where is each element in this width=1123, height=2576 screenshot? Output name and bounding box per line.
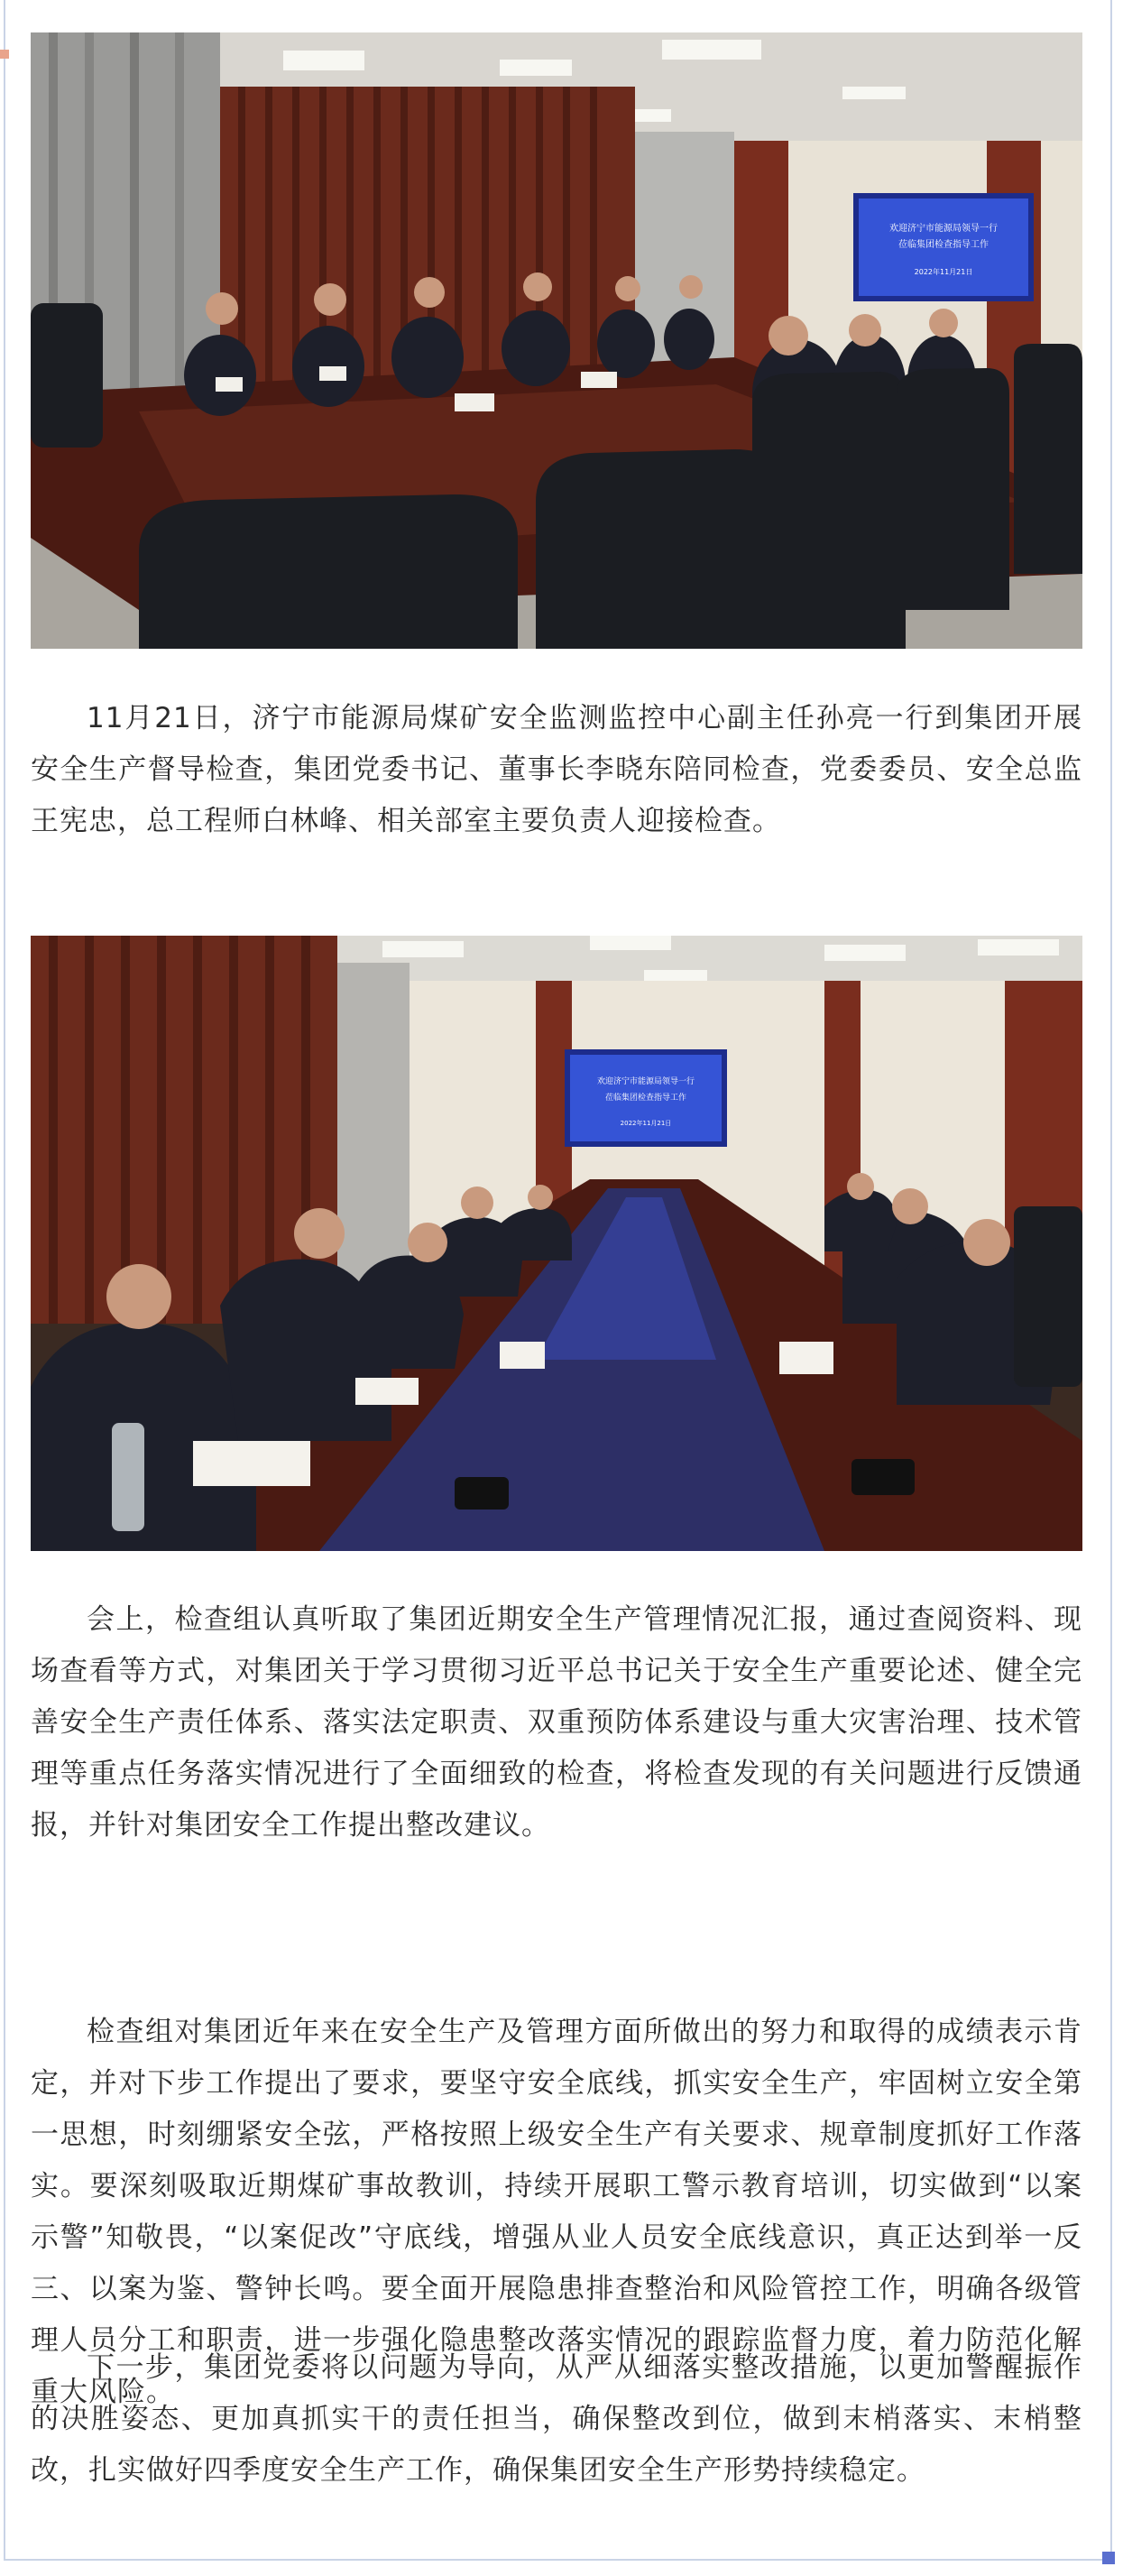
screen2-text-line3: 2022年11月21日	[620, 1120, 672, 1127]
screen-text-line1: 欢迎济宁市能源局领导一行	[889, 224, 998, 234]
paragraph-next-steps: 下一步，集团党委将以问题为导向，从严从细落实整改措施，以更加警醒振作的决胜姿态、更加真抓实干的责任担当，确保整改到位，做到末梢落实、末梢整改，扎实做好四季度安全生产工作，确保集团安全生产形势持续稳定。	[31, 2351, 1082, 2487]
decorative-marker-right	[1102, 2552, 1115, 2564]
paragraph-requirements: 检查组对集团近年来在安全生产及管理方面所做出的努力和取得的成绩表示肯定，并对下步工作提出了要求，要坚守安全底线，抓实安全生产，牢固树立安全第一思想，时刻绷紧安全弦，严格按照上级安全生产有关要求、规章制度抓好工作落实。要深刻吸取近期煤矿事故教训，持续开展职工警示教育培训，切实做到“以案示警”知敬畏，“以案促改”守底线，增强从业人员安全底线意识，真正达到举一反三、以案为鉴、警钟长鸣。要全面开展隐患排查整治和风险管控工作，明确各级管理人员分工和职责，进一步强化隐患整改落实情况的跟踪监督力度，着力防范化解重大风险。	[31, 2016, 1082, 2408]
meeting-photo-2	[31, 936, 1082, 1551]
screen-text-line2: 莅临集团检查指导工作	[898, 240, 989, 250]
screen2-text-line2: 莅临集团检查指导工作	[604, 1094, 687, 1103]
decorative-marker-left	[0, 50, 9, 59]
meeting-photo-1	[31, 32, 1082, 649]
paragraph-meeting: 会上，检查组认真听取了集团近期安全生产管理情况汇报，通过查阅资料、现场查看等方式，对集团关于学习贯彻习近平总书记关于安全生产重要论述、健全完善安全生产责任体系、落实法定职责、双重预防体系建设与重大灾害治理、技术管理等重点任务落实情况进行了全面细致的检查，将检查发现的有关问题进行反馈通报，并针对集团安全工作提出整改建议。	[31, 1603, 1082, 1842]
paragraph-intro: 11月21日，济宁市能源局煤矿安全监测监控中心副主任孙亮一行到集团开展安全生产督导检查，集团党委书记、董事长李晓东陪同检查，党委委员、安全总监王宪忠，总工程师白林峰、相关部室主要负责人迎接检查。	[31, 702, 1082, 837]
screen2-text-line1: 欢迎济宁市能源局领导一行	[596, 1077, 695, 1086]
screen-text-line3: 2022年11月21日	[914, 268, 973, 276]
